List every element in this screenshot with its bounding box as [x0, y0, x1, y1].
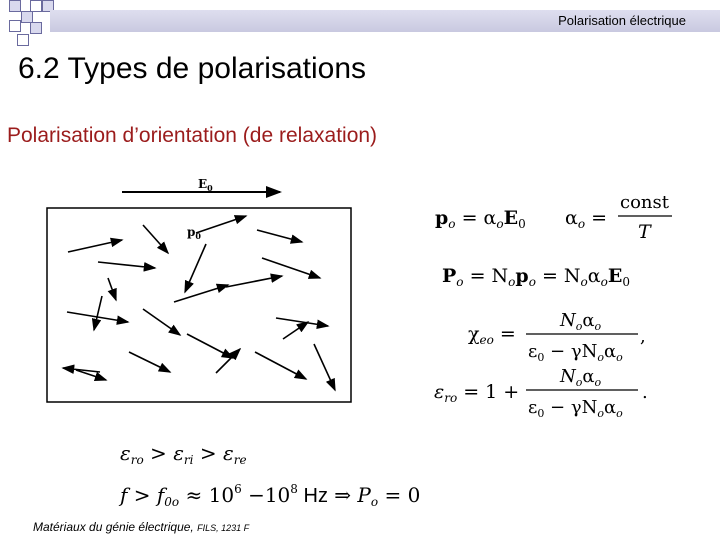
frequency-condition: $f > f_{0o} \approx 10^6 -10^8$ Hz ⇒ $P_o = 0$ — [120, 482, 421, 509]
dipole-arrow — [314, 344, 335, 390]
dipole-arrow — [98, 262, 155, 268]
dipole-arrow — [196, 216, 246, 233]
dipole-label: $p_0$ — [187, 225, 201, 241]
dipole-arrow — [185, 244, 206, 292]
footer-code: FILS, 1231 F — [197, 523, 250, 533]
eps-denominator: $\varepsilon_0 - \gamma N_o\alpha_o$ — [528, 397, 623, 420]
dipole-arrow — [143, 309, 180, 335]
const-numerator: const — [620, 192, 669, 213]
equation-polarizability: $\alpha_o$ = — [565, 207, 608, 231]
dipole-arrow — [94, 296, 102, 330]
dipoles — [63, 216, 335, 390]
footer-course: Matériaux du génie électrique, — [33, 520, 198, 534]
chi-numerator: $N_o\alpha_o$ — [560, 310, 602, 333]
eps-numerator: $N_o\alpha_o$ — [560, 366, 602, 389]
equations — [118, 192, 672, 509]
slide-footer — [33, 520, 249, 534]
chi-denominator: $\varepsilon_0 - \gamma N_o\alpha_o$ — [528, 341, 623, 364]
dipole-arrow — [283, 322, 308, 339]
equation-polarization: $P_o = N_op_o = N_o\alpha_oE_0$ — [442, 265, 630, 289]
comma: , — [640, 326, 646, 347]
dipole-arrow — [226, 276, 282, 287]
equation-dipole-moment: $p_o = \alpha_oE_0$ — [435, 207, 526, 231]
equation-susceptibility: $\chi_{eo}$ = — [468, 323, 516, 347]
dipole-arrow — [255, 352, 306, 379]
dipole-arrow — [108, 278, 116, 300]
period: . — [642, 382, 648, 403]
dipole-arrow — [129, 352, 170, 372]
dipole-arrow — [143, 225, 168, 253]
equation-permittivity: $\varepsilon_{ro} = 1$ + — [434, 381, 520, 405]
slide-header: Polarisation électrique — [558, 13, 686, 28]
field-label: $E_0$ — [198, 177, 213, 193]
dipole-arrow — [174, 285, 228, 302]
temperature-denominator: T — [638, 221, 651, 243]
dipole-arrow — [262, 258, 320, 278]
dipole-arrow — [257, 230, 302, 242]
dipole-arrow — [276, 318, 328, 326]
permittivity-inequality: $\varepsilon_{ro} > \varepsilon_{ri} > \varepsilon_{re}$ — [120, 441, 247, 467]
dipole-arrow — [68, 240, 122, 252]
dipole-arrow — [187, 334, 233, 358]
slide-subtitle: Polarisation d’orientation (de relaxation) — [7, 124, 378, 147]
dipole-arrow — [216, 349, 240, 373]
slide-title: 6.2 Types de polarisations — [18, 52, 367, 85]
